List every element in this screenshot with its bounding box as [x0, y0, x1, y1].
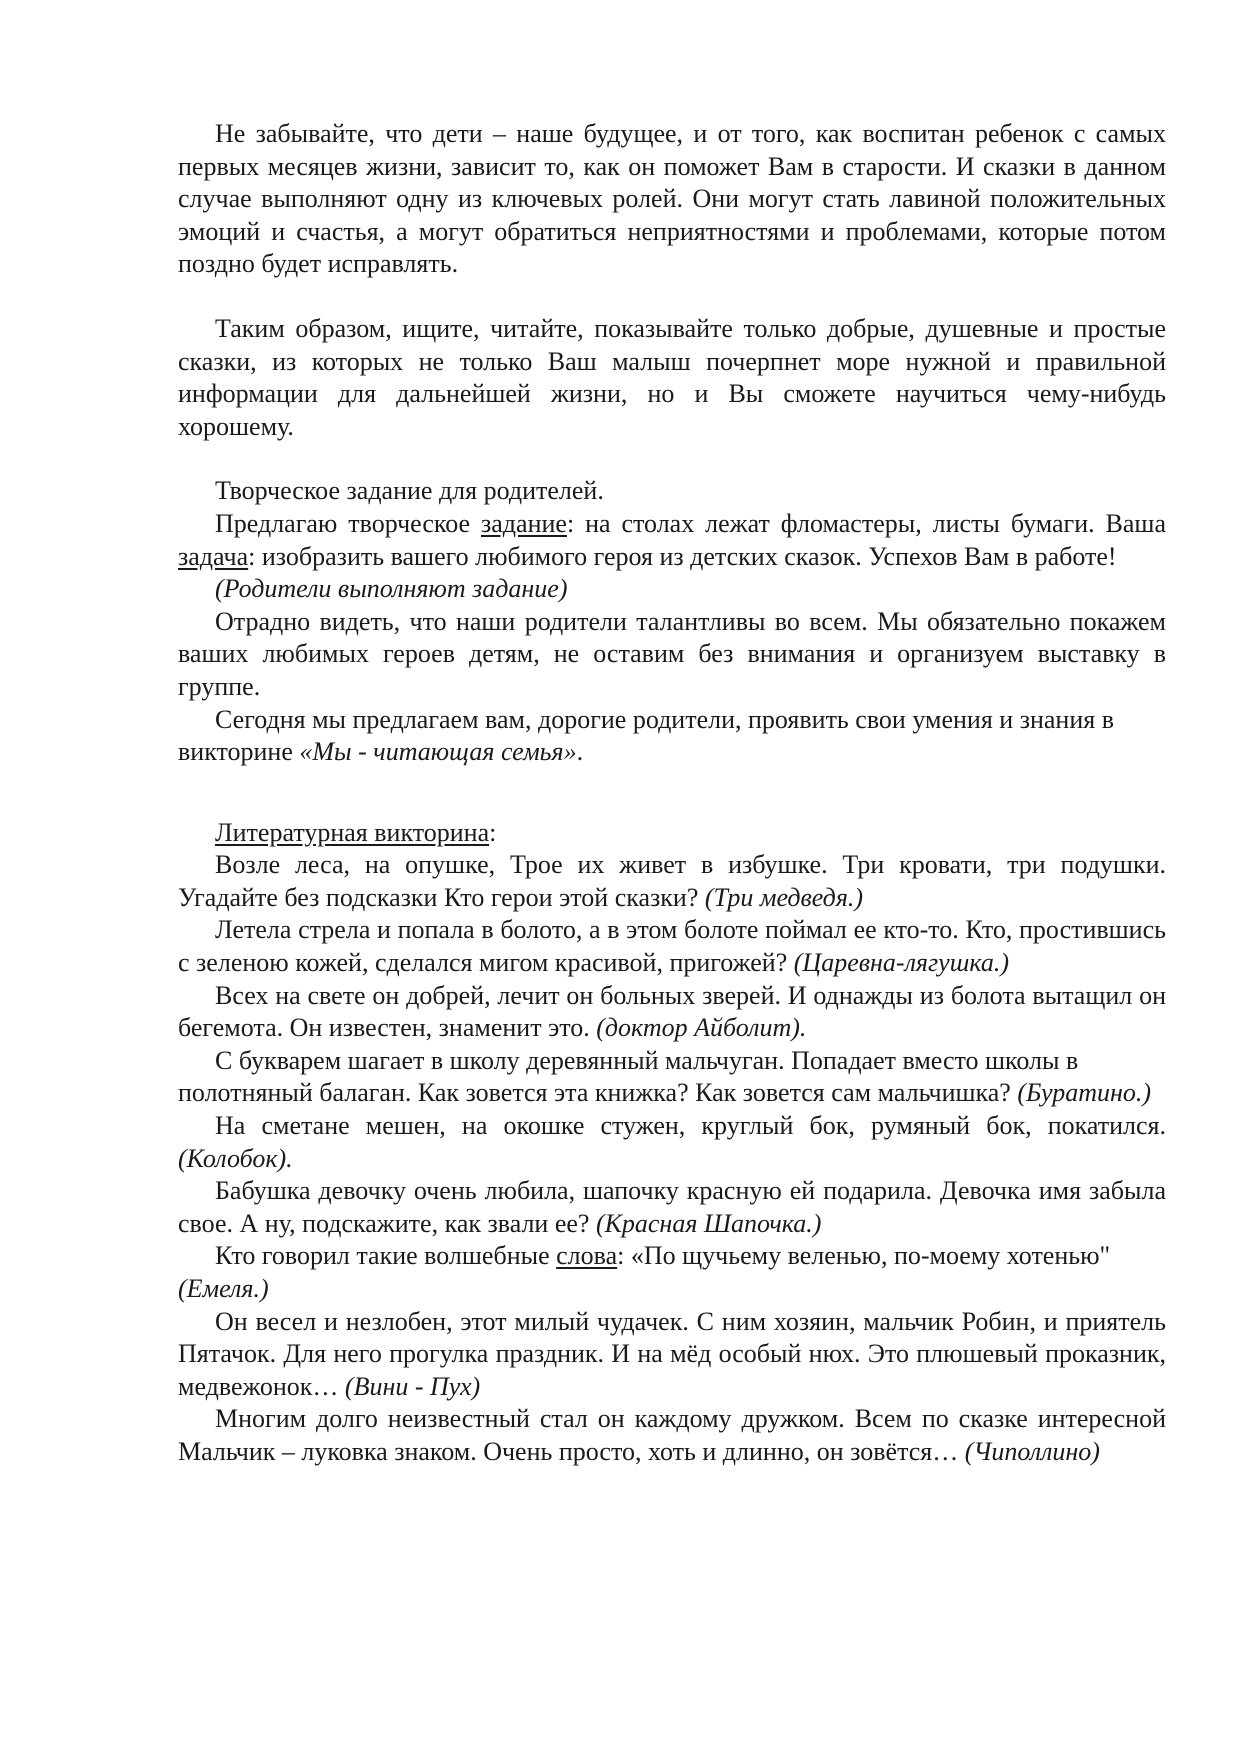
intro-paragraph-1: Не забывайте, что дети – наше будущее, и от того, как воспитан ребенок с самых первых месяцев жизни, зависит то, как он поможет Вам в старости. И сказки в данном случае выполняют одну из ключевых ролей. Они могут стать лавиной положительных эмоций и счастья, а могут обратиться неприятностями и проблемами, которые потом поздно будет исправлять. [178, 119, 1166, 279]
quiz-answer: (Вини - Пух) [344, 1371, 481, 1401]
quiz-answer: (Чиполлино) [964, 1436, 1100, 1466]
quiz-item [178, 1403, 1166, 1468]
task-note: (Родители выполняют задание) [215, 574, 568, 604]
task-word: задание [481, 508, 567, 538]
quiz-question: Бабушка девочку очень любила, шапочку красную ей подарила. Девочка имя забыла свое. А ну, подскажите, как звали ее? [178, 1176, 1166, 1238]
section-gap [178, 769, 1166, 817]
task-offer-mid: : на столах лежат фломастеры, листы бумаги. Ваша [566, 508, 1166, 538]
quiz-question: Летела стрела и попала в болото, а в этом болоте поймал ее кто-то. Кто, простившись с зеленою кожей, сделался мигом красивой, пригожей? [178, 915, 1166, 978]
quiz-item [178, 1306, 1166, 1404]
quiz-answer: (Красная Шапочка.) [595, 1208, 822, 1238]
quiz-item [178, 914, 1166, 979]
quiz-question-start: Кто говорил такие волшебные [215, 1241, 557, 1271]
paragraph-gap [178, 281, 1166, 313]
quiz-question: С букварем шагает в школу деревянный мальчуган. Попадает вместо школы в полотняный балаган. Как зовется эта книжка? Как зовется сам мальчишка? [178, 1045, 1079, 1108]
task-offer [178, 508, 1166, 573]
quiz-name: «Мы - читающая семья» [299, 737, 577, 767]
quiz-invite-end: . [576, 737, 584, 767]
quiz-question: Он весел и незлобен, этот милый чудачек. С ним хозяин, мальчик Робин, и приятель Пятачок. Для него прогулка праздник. И на мёд особый нюх. Это плюшевый проказник, медвежонок… [178, 1306, 1166, 1401]
quiz-item [178, 1045, 1166, 1110]
quiz-heading-colon: : [489, 817, 497, 847]
goal-word: задача [178, 541, 249, 571]
quiz-answer: (Три медведя.) [704, 882, 864, 912]
quiz-question: Возле леса, на опушке, Трое их живет в избушке. Три кровати, три подушки. Угадайте без подсказки Кто герои этой сказки? [178, 850, 1166, 912]
quiz-question: Многим долго неизвестный стал он каждому дружком. Всем по сказке интересной Мальчик – луковка знаком. Очень просто, хоть и длинно, он зовётся… [178, 1404, 1166, 1466]
intro-paragraph-2: Таким образом, ищите, читайте, показывайте только добрые, душевные и простые сказки, из которых не только Ваш малыш почерпнет море нужной и правильной информации для дальнейшей жизни, но и Вы сможете научиться чему-нибудь хорошему. [178, 313, 1166, 441]
document-page [178, 118, 1166, 1469]
task-heading: Творческое задание для родителей. [215, 476, 604, 506]
task-offer-start: Предлагаю творческое [215, 508, 481, 538]
quiz-question: На сметане мешен, на окошке стужен, круглый бок, румяный бок, покатился. [215, 1111, 1166, 1141]
quiz-heading-text: Литературная викторина [215, 817, 490, 847]
quiz-item [178, 980, 1166, 1045]
quiz-question: Всех на свете он добрей, лечит он больных зверей. И однажды из болота вытащил он бегемота. Он известен, знаменит это. [178, 980, 1166, 1043]
quiz-item [178, 1110, 1166, 1175]
quiz-answer: (Буратино.) [1017, 1078, 1152, 1108]
quiz-invite [178, 704, 1166, 769]
quiz-item [178, 1175, 1166, 1240]
quiz-question-end: : «По щучьему веленью, по-моему хотенью" [617, 1241, 1111, 1271]
quiz-item [178, 849, 1166, 914]
quiz-answer: (доктор Айболит). [596, 1013, 807, 1043]
quiz-answer: (Емеля.) [178, 1274, 269, 1303]
task-offer-end: : изобразить вашего любимого героя из детских сказок. Успехов Вам в работе! [248, 541, 1117, 571]
task-praise: Отрадно видеть, что наши родители талантливы во всем. Мы обязательно покажем ваших любимых героев детям, не оставим без внимания и организуем выставку в группе. [178, 606, 1166, 701]
quiz-answer: (Колобок). [178, 1143, 293, 1173]
quiz-item [178, 1240, 1166, 1305]
quiz-invite-start: Сегодня мы предлагаем вам, дорогие родители, проявить свои умения и знания в викторине [178, 704, 1114, 767]
quiz-answer: (Царевна-лягушка.) [793, 948, 1009, 978]
quiz-heading [178, 817, 1166, 850]
words-word: слова [556, 1241, 618, 1271]
paragraph-gap [178, 443, 1166, 475]
